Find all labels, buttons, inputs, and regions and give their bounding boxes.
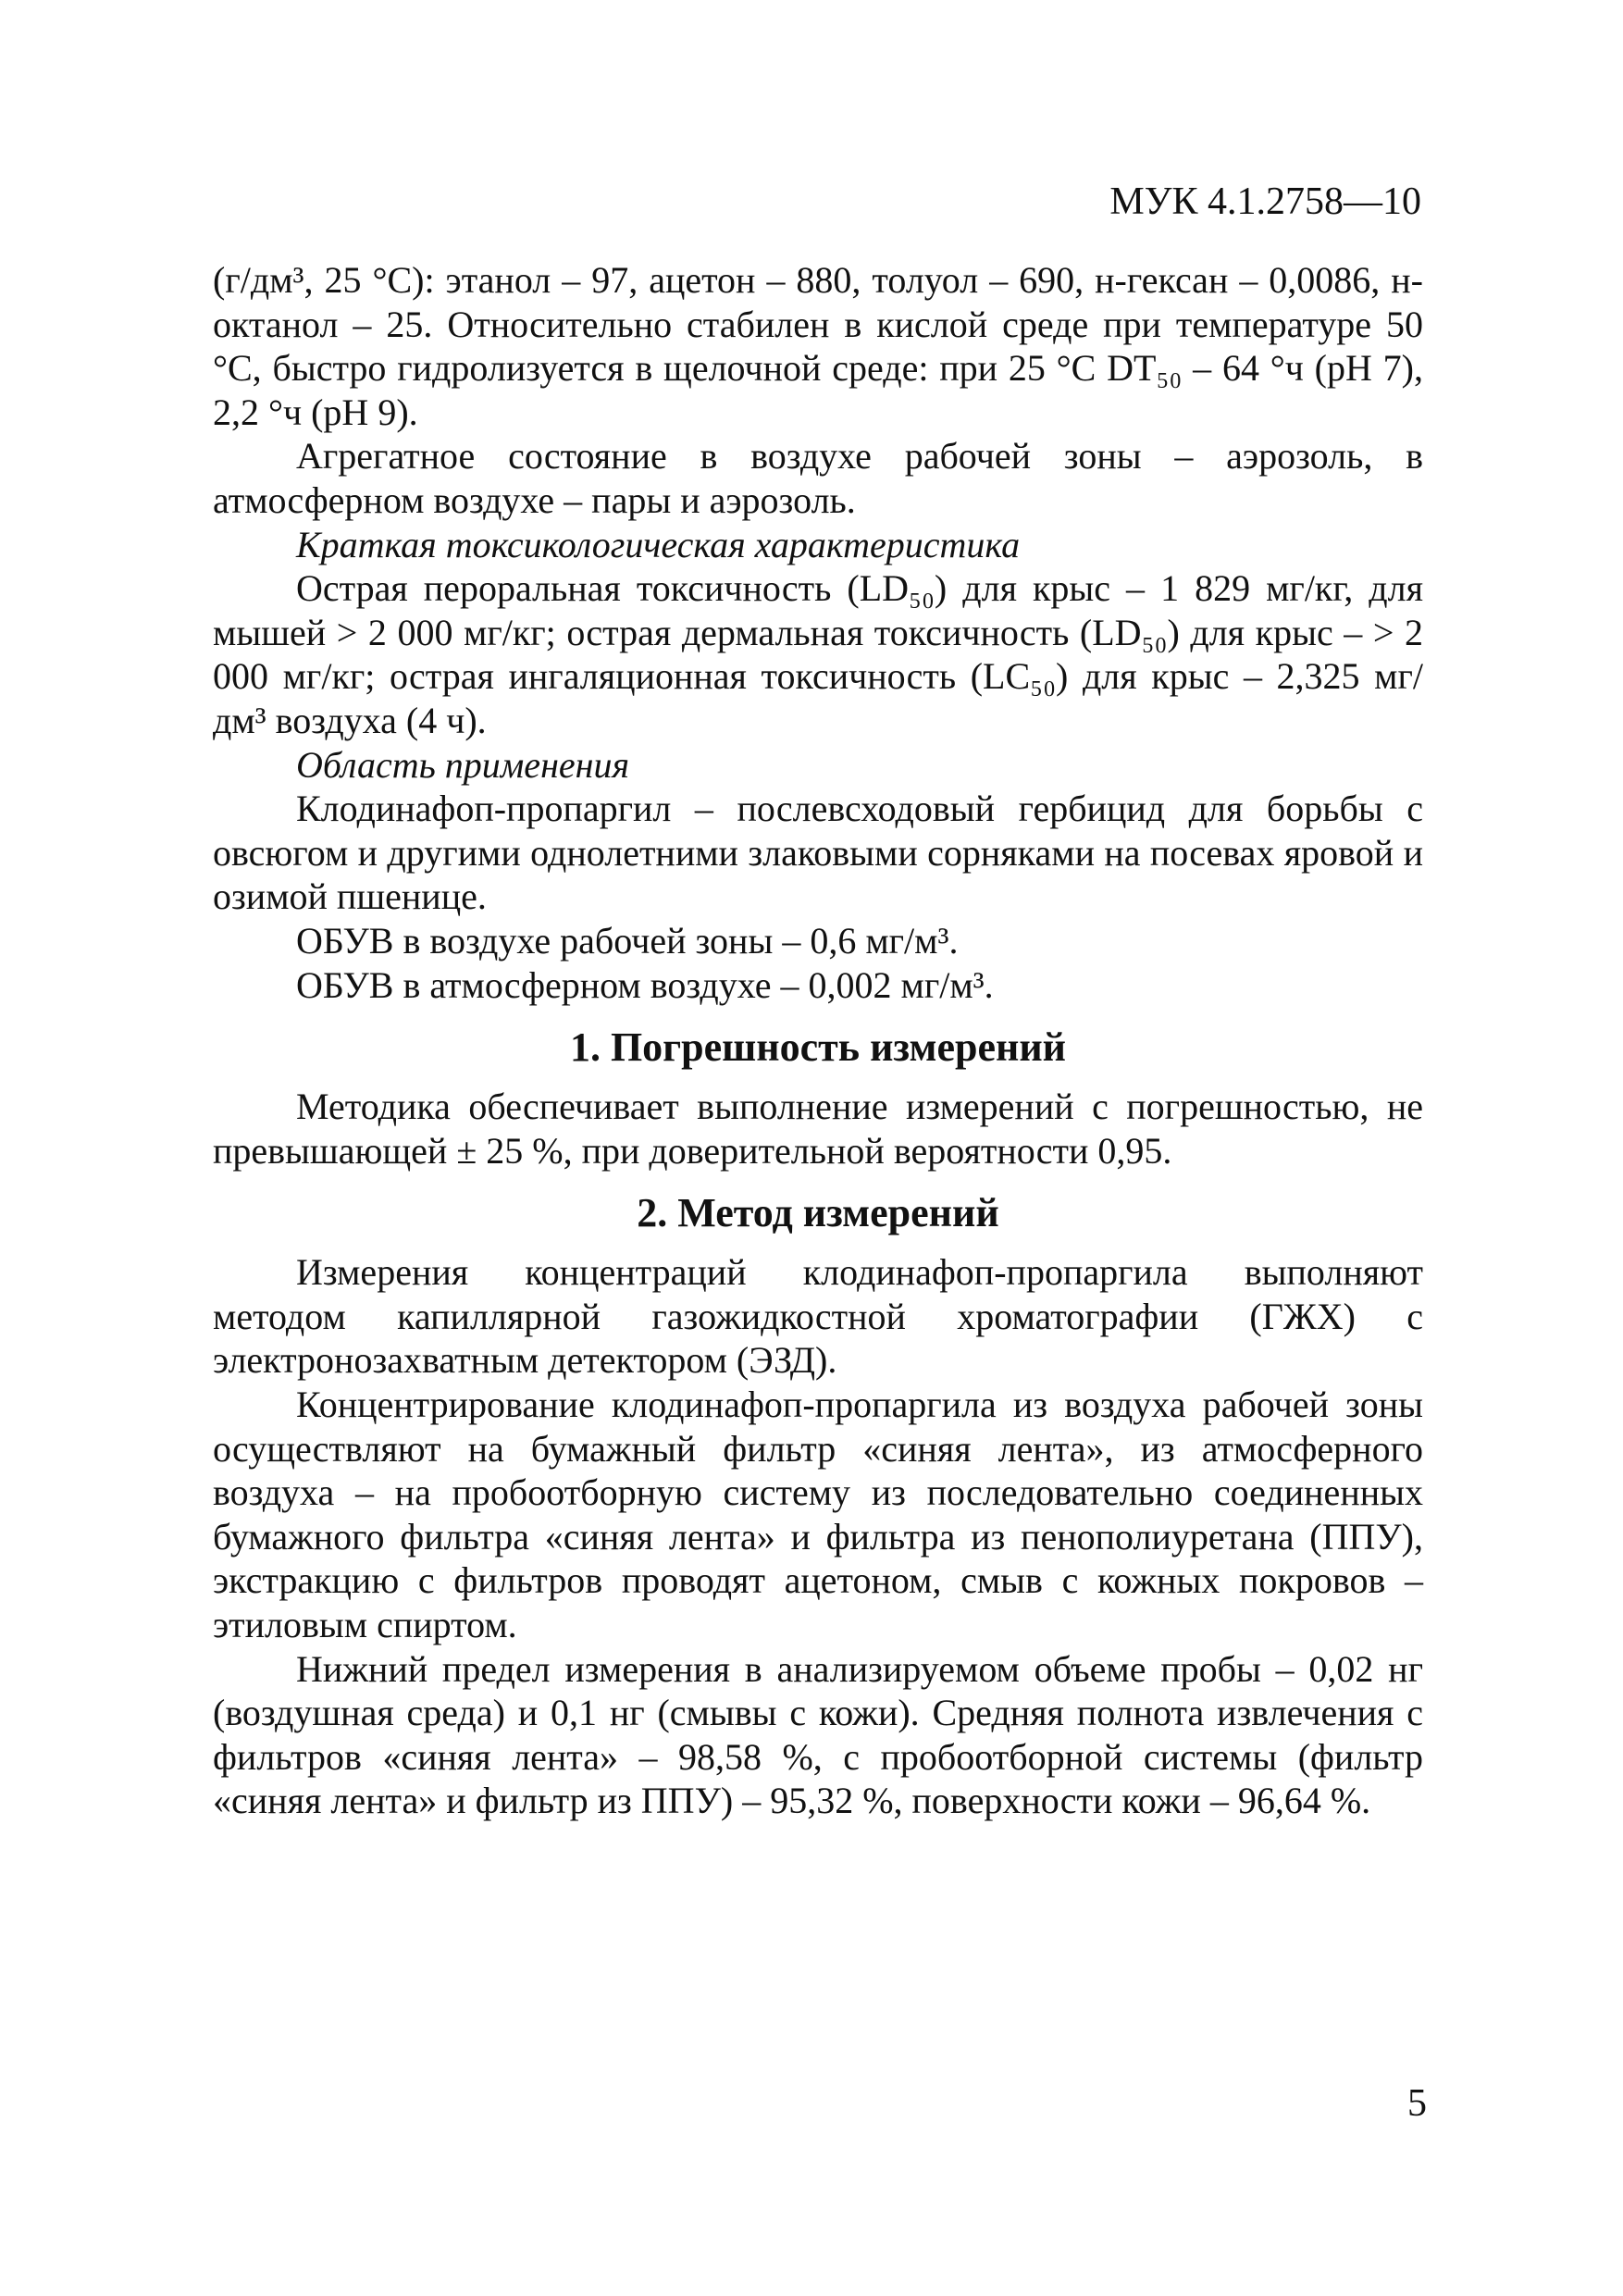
paragraph-error: Методика обеспечивает выполнение измерений с погрешностью, не превышающей ± 25 %, при доверительной вероятности 0,95. <box>213 1086 1423 1172</box>
paragraph-obuv-atmosphere: ОБУВ в атмосферном воздухе – 0,002 мг/м³. <box>296 963 994 1006</box>
paragraph-concentration: Концентрирование клодинафоп-пропаргила из воздуха рабочей зоны осуществляют на бумажный фильтр «синяя лента», из атмосферного воздуха – на пробоотборную систему из последовательно соединенных бумажного фильтра «синяя лента» и фильтра из пенополиуретана (ППУ), экстракцию с фильтров проводят ацетоном, смыв с кожных покровов – этиловым спиртом. <box>213 1384 1423 1646</box>
paragraph-obuv-work-zone: ОБУВ в воздухе рабочей зоны – 0,6 мг/м³. <box>296 919 959 962</box>
page-number: 5 <box>1407 2082 1427 2125</box>
paragraph-method: Измерения концентраций клодинафоп-пропаргила выполняют методом капиллярной газожидкостной хроматографии (ГЖХ) с электронозахватным детектором (ЭЗД). <box>213 1251 1423 1382</box>
paragraph-aggregate-state: Агрегатное состояние в воздухе рабочей зоны – аэрозоль, в атмосферном воздухе – пары и аэрозоль. <box>213 435 1423 521</box>
section-heading-method: 2. Метод измерений <box>637 1190 999 1236</box>
document-body <box>213 258 1423 1823</box>
paragraph-application: Клодинафоп-пропаргил – послевсходовый гербицид для борьбы с овсюгом и другими однолетними злаковыми сорняками на посевах яровой и озимой пшенице. <box>213 788 1423 918</box>
paragraph-detection-limit: Нижний предел измерения в анализируемом объеме пробы – 0,02 нг (воздушная среда) и 0,1 нг (смывы с кожи). Средняя полнота извлечения с фильтров «синяя лента» – 98,58 %, с пробоотборной системы (фильтр «синяя лента» и фильтр из ППУ) – 95,32 %, поверхности кожи – 96,64 %. <box>213 1647 1423 1822</box>
paragraph-toxicity: Острая пероральная токсичность (LD₅₀) для крыс – 1 829 мг/кг, для мышей > 2 000 мг/кг; острая дермальная токсичность (LD₅₀) для крыс – > 2 000 мг/кг; острая ингаляционная токсичность (LC₅₀) для крыс – 2,325 мг/дм³ воздуха (4 ч). <box>213 567 1423 741</box>
subheading-toxicology: Краткая токсикологическая характеристика <box>296 523 1021 565</box>
subheading-application: Область применения <box>296 743 630 786</box>
section-heading-error: 1. Погрешность измерений <box>569 1024 1067 1071</box>
running-header: МУК 4.1.2758—10 <box>1109 180 1421 223</box>
paragraph-solubility: (г/дм³, 25 °С): этанол – 97, ацетон – 880, толуол – 690, н-гексан – 0,0086, н-октанол – 25. Относительно стабилен в кислой среде при температуре 50 °С, быстро гидролизуется в щелочной среде: при 25 °С DT₅₀ – 64 °ч (рН 7), 2,2 °ч (рН 9). <box>213 259 1423 433</box>
